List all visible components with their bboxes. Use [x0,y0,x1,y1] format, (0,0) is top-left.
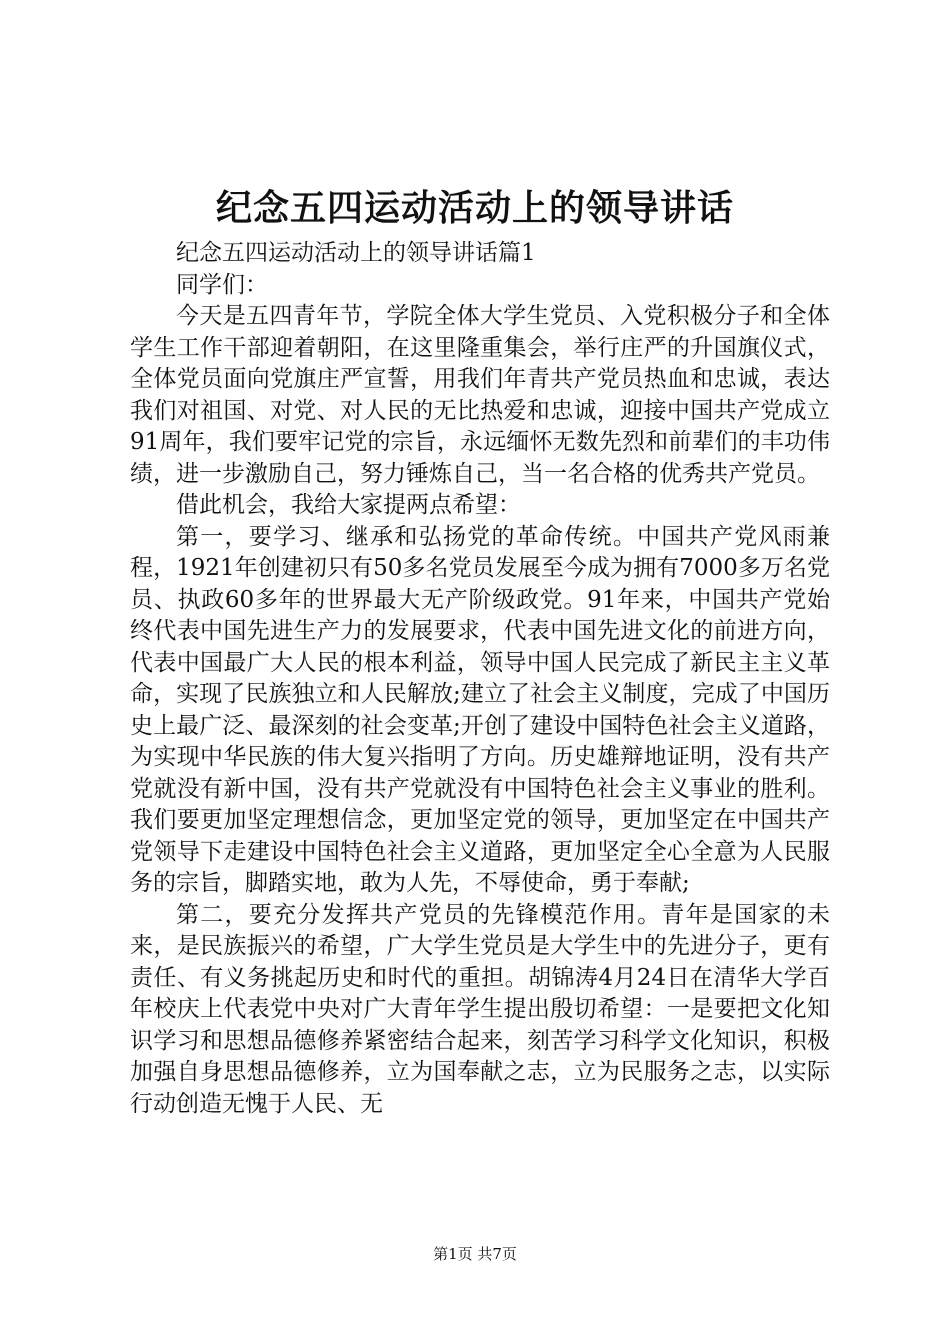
salutation: 同学们： [176,271,268,298]
document-body [130,238,830,1120]
paragraph-intro: 今天是五四青年节，学院全体大学生党员、入党积极分子和全体学生工作干部迎着朝阳，在这里隆重集会，举行庄严的升国旗仪式，全体党员面向党旗庄严宣誓，用我们年青共产党员热血和忠诚，表达我们对祖国、对党、对人民的无比热爱和忠诚，迎接中国共产党成立91周年，我们要牢记党的宗旨，永远缅怀无数先烈和前辈们的丰功伟绩，进一步激励自己，努力锤炼自己，当一名合格的优秀共产党员。 [130,303,830,487]
page-number-footer: 第1页 共7页 [433,1245,517,1263]
paragraph-point-one: 第一，要学习、继承和弘扬党的革命传统。中国共产党风雨兼程，1921年创建初只有50多名党员发展至今成为拥有7000多万名党员、执政60多年的世界最大无产阶级政党。91年来，中国共产党始终代表中国先进生产力的发展要求，代表中国先进文化的前进方向，代表中国最广大人民的根本利益，领导中国人民完成了新民主主义革命，实现了民族独立和人民解放;建立了社会主义制度，完成了中国历史上最广泛、最深刻的社会变革;开创了建设中国特色社会主义道路，为实现中华民族的伟大复兴指明了方向。历史雄辩地证明，没有共产党就没有新中国，没有共产党就没有中国特色社会主义事业的胜利。我们要更加坚定理想信念，更加坚定党的领导，更加坚定在中国共产党领导下走建设中国特色社会主义道路，更加坚定全心全意为人民服务的宗旨，脚踏实地，敢为人先，不辱使命，勇于奉献; [130,523,830,896]
section-heading: 纪念五四运动活动上的领导讲话篇1 [176,240,536,266]
document-title: 纪念五四运动活动上的领导讲话 [215,187,734,229]
paragraph-transition: 借此机会，我给大家提两点希望： [176,492,521,518]
paragraph-point-two: 第二，要充分发挥共产党员的先锋模范作用。青年是国家的未来，是民族振兴的希望，广大学生党员是大学生中的先进分子，更有责任、有义务挑起历史和时代的重担。胡锦涛4月24日在清华大学百年校庆上代表党中央对广大青年学生提出殷切希望：一是要把文化知识学习和思想品德修养紧密结合起来，刻苦学习科学文化知识，积极加强自身思想品德修养，立为国奉献之志，立为民服务之志，以实际行动创造无愧于人民、无 [130,901,830,1117]
